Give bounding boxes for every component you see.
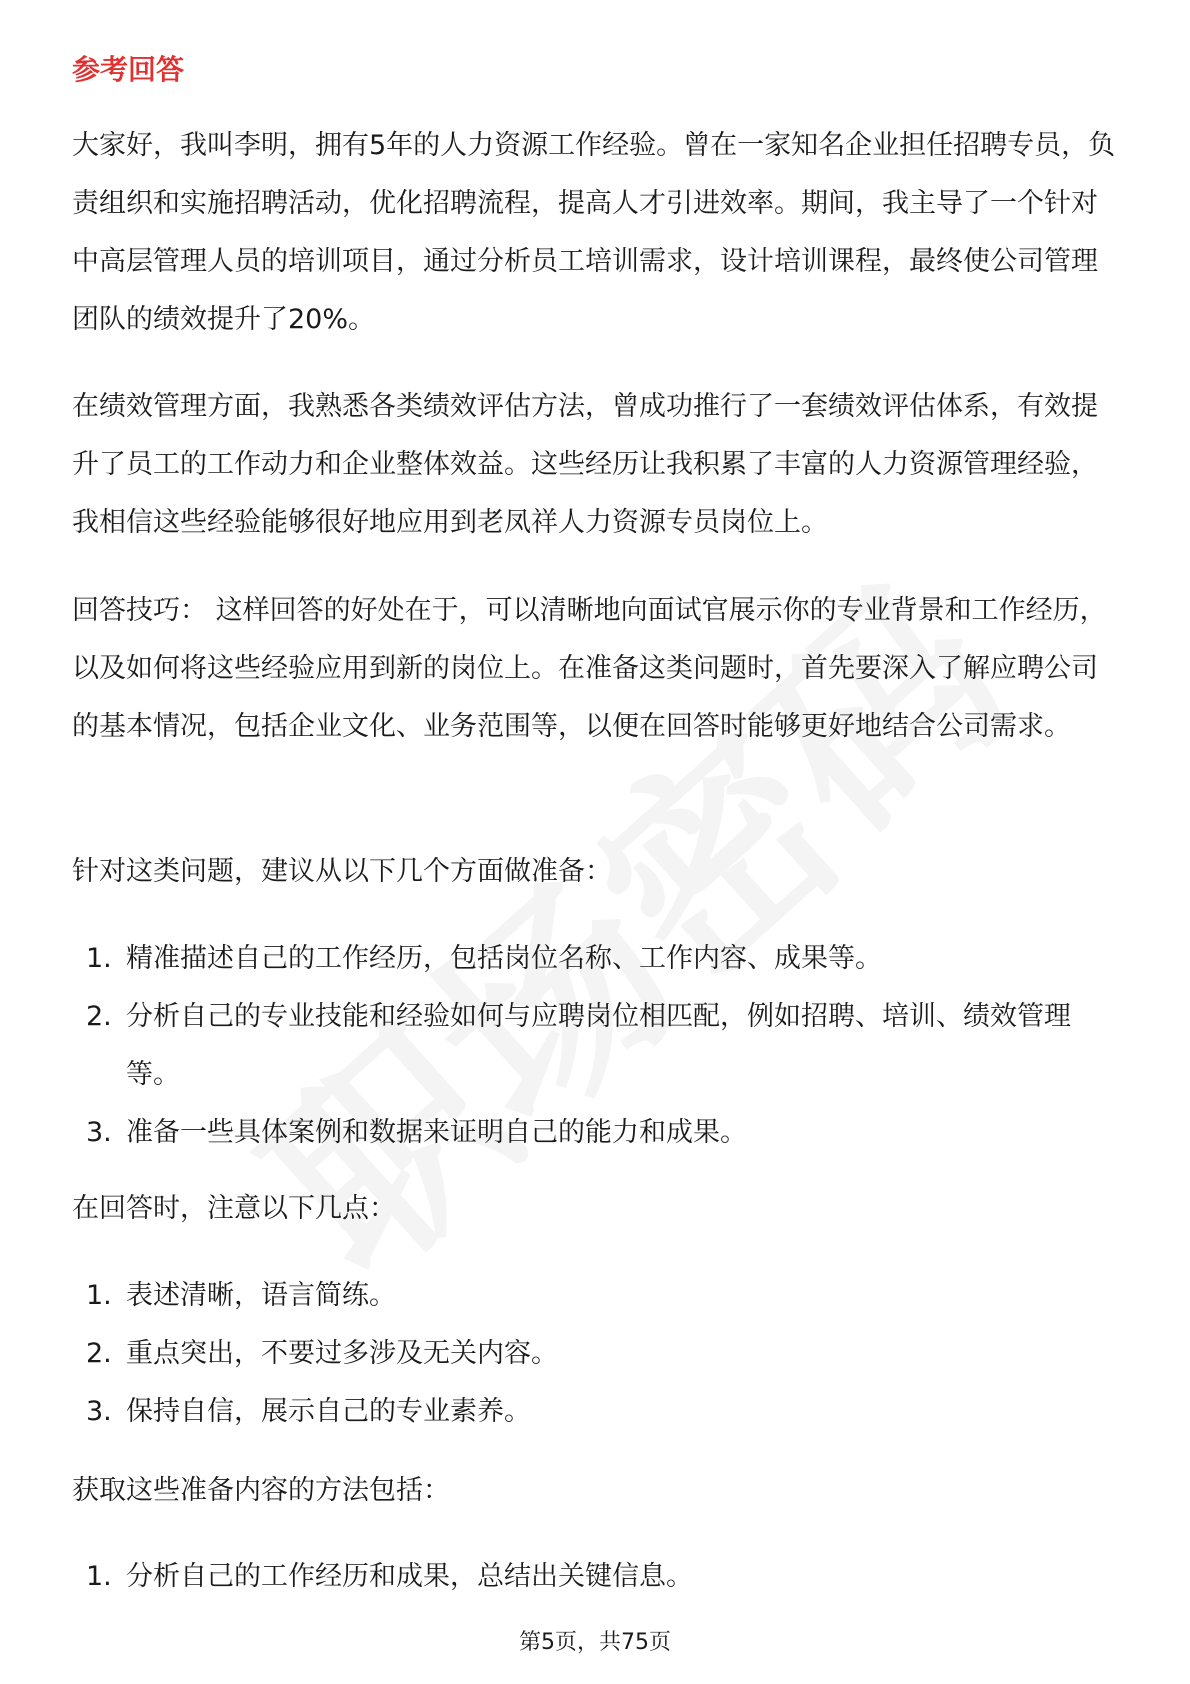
- list-item-text: 表述清晰，语言简练。: [126, 1280, 396, 1311]
- list-item: [72, 930, 1122, 988]
- list-item-text: 分析自己的工作经历和成果，总结出关键信息。: [126, 1561, 693, 1592]
- list-item: [72, 988, 1122, 1104]
- list-item-text: 重点突出，不要过多涉及无关内容。: [126, 1338, 558, 1369]
- prepare-list: [72, 930, 1122, 1162]
- tips-paragraph: 回答技巧： 这样回答的好处在于，可以清晰地向面试官展示你的专业背景和工作经历，以及如何将这些经验应用到新的岗位上。在准备这类问题时，首先要深入了解应聘公司的基本情况，包括企业文化、业务范围等，以便在回答时能够更好地结合公司需求。: [72, 595, 1107, 742]
- intro-paragraph: 大家好，我叫李明，拥有5年的人力资源工作经验。曾在一家知名企业担任招聘专员，负责组织和实施招聘活动，优化招聘流程，提高人才引进效率。期间，我主导了一个针对中高层管理人员的培训项目，通过分析员工培训需求，设计培训课程，最终使公司管理团队的绩效提升了20%。: [72, 130, 1116, 335]
- list-number: 1.: [86, 943, 112, 974]
- list-item: [72, 1383, 1122, 1441]
- list-number: 2.: [86, 1338, 112, 1369]
- section-heading: 参考回答: [72, 53, 185, 86]
- list-number: 2.: [86, 1001, 112, 1032]
- list-number: 3.: [86, 1396, 112, 1427]
- list-item: [72, 1267, 1122, 1325]
- notes-intro: 在回答时，注意以下几点：: [72, 1193, 396, 1224]
- list-item-text: 保持自信，展示自己的专业素养。: [126, 1396, 531, 1427]
- prepare-intro: 针对这类问题，建议从以下几个方面做准备：: [72, 856, 612, 887]
- list-number: 1.: [86, 1280, 112, 1311]
- methods-list: [72, 1548, 1122, 1606]
- list-item: [72, 1548, 1122, 1606]
- document-page: [72, 0, 1122, 1684]
- list-item-text: 精准描述自己的工作经历，包括岗位名称、工作内容、成果等。: [126, 943, 882, 974]
- notes-list: [72, 1267, 1122, 1441]
- list-item-text: 准备一些具体案例和数据来证明自己的能力和成果。: [126, 1117, 747, 1148]
- performance-paragraph: 在绩效管理方面，我熟悉各类绩效评估方法，曾成功推行了一套绩效评估体系，有效提升了员工的工作动力和企业整体效益。这些经历让我积累了丰富的人力资源管理经验，我相信这些经验能够很好地应用到老凤祥人力资源专员岗位上。: [72, 391, 1098, 538]
- list-number: 3.: [86, 1117, 112, 1148]
- page-footer: 第5页，共75页: [519, 1630, 671, 1655]
- list-item: [72, 1104, 1122, 1162]
- methods-intro: 获取这些准备内容的方法包括：: [72, 1475, 450, 1506]
- list-item: [72, 1325, 1122, 1383]
- list-number: 1.: [86, 1561, 112, 1592]
- list-item-text: 分析自己的专业技能和经验如何与应聘岗位相匹配，例如招聘、培训、绩效管理等。: [126, 1001, 1071, 1090]
